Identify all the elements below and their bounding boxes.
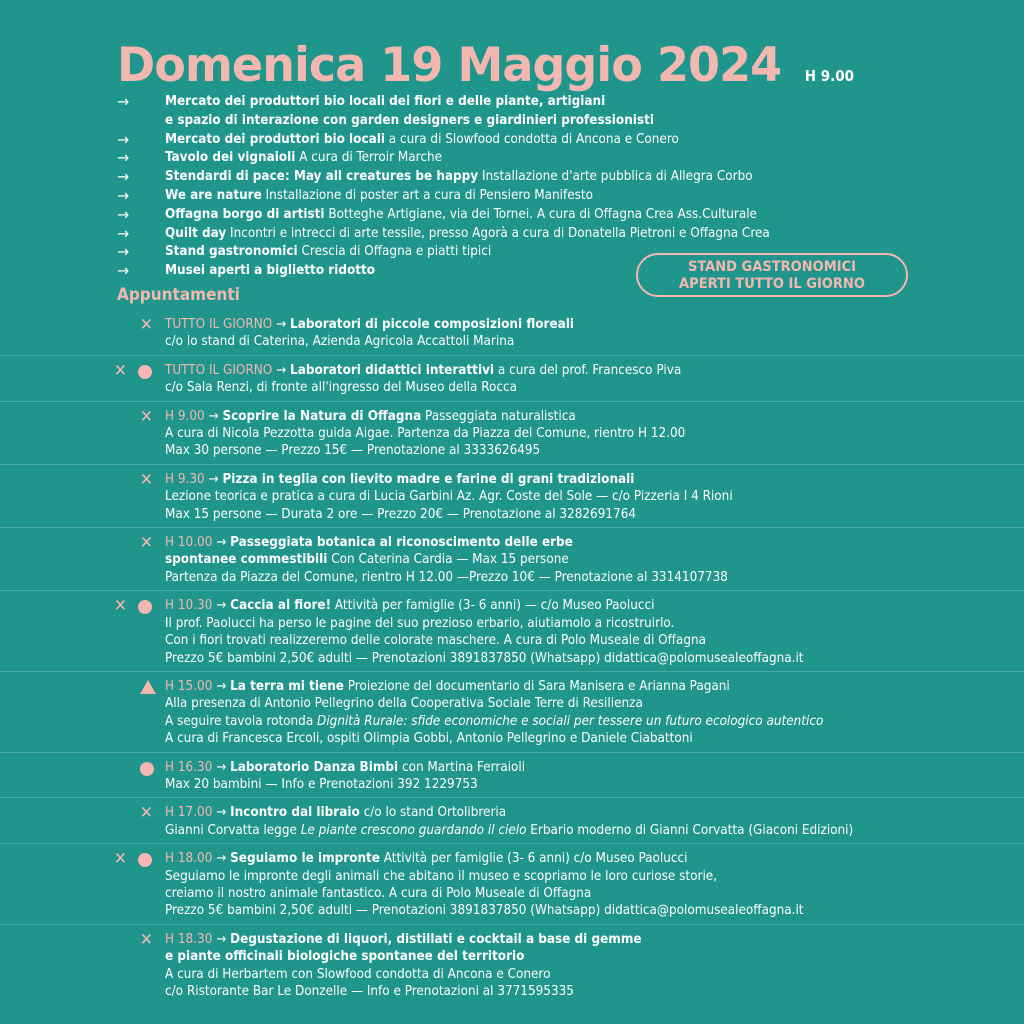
event-detail-text: Prezzo 5€ bambini 2,50€ adulti — Prenotazioni 3891837850 (Whatsapp) didattica@polomusealeoffagna.it (165, 903, 804, 919)
section-heading: Appuntamenti (117, 285, 240, 305)
intro-item-title: We are nature (165, 187, 262, 203)
event-detail (165, 632, 1024, 649)
event-detail-text: creiamo il nostro animale fantastico. A cura di Polo Museale di Offagna (165, 885, 592, 901)
event-detail-text: Con i fiori trovati realizzeremo delle colorate maschere. A cura di Polo Museale di Offagna (165, 633, 706, 649)
event-time: H 17.00 (165, 805, 213, 821)
event-heading (165, 597, 1024, 614)
circle-icon (138, 600, 152, 614)
event-item (0, 759, 1024, 799)
event-title: Scoprire la Natura di Offagna (222, 408, 422, 424)
event-item (0, 597, 1024, 672)
cross-icon: ✕ (140, 315, 153, 335)
intro-item-text (165, 206, 917, 225)
event-title: La terra mi tiene (230, 678, 344, 694)
event-time: H 18.30 (165, 931, 213, 947)
event-markers (114, 534, 160, 552)
event-time: H 18.00 (165, 851, 213, 867)
arrow-right-icon: → (117, 92, 130, 111)
arrow-right-icon: → (212, 759, 231, 775)
intro-item-text (165, 168, 917, 187)
title-row (117, 38, 854, 93)
event-detail (165, 902, 1024, 919)
event-time: H 9.00 (165, 408, 205, 424)
event-detail (165, 983, 1024, 1000)
arrow-right-icon: → (204, 408, 223, 424)
intro-item (117, 168, 917, 187)
event-detail (165, 506, 1024, 523)
event-detail (165, 776, 1024, 793)
arrow-right-icon: → (272, 362, 291, 378)
arrow-right-icon: → (204, 471, 223, 487)
event-markers (114, 850, 160, 868)
cross-icon: ✕ (114, 360, 127, 381)
event-detail-text: A cura di Nicola Pezzotta guida Aigae. Partenza da Piazza del Comune, rientro H 12.00 (165, 426, 686, 442)
intro-item-text (165, 149, 917, 168)
event-markers (114, 804, 160, 822)
cross-icon: ✕ (140, 533, 153, 554)
events-list (0, 316, 1024, 1010)
arrow-right-icon: → (117, 261, 130, 281)
event-title: Caccia al fiore! (230, 598, 332, 614)
cross-icon: ✕ (140, 803, 153, 824)
event-title-cont: spontanee commestibili (165, 552, 328, 568)
event-markers (114, 362, 160, 380)
arrow-right-icon: → (212, 535, 231, 551)
intro-item-title: Stand gastronomici (165, 244, 298, 260)
event-time: H 16.30 (165, 759, 213, 775)
event-detail-italic: Le piante crescono guardando il cielo (300, 822, 527, 838)
event-detail (165, 488, 1024, 505)
event-subtitle: a cura del prof. Francesco Piva (494, 362, 682, 378)
event-subtitle: Proiezione del documentario di Sara Manisera e Arianna Pagani (343, 678, 730, 694)
event-item (0, 534, 1024, 591)
event-heading (165, 850, 1024, 867)
event-detail-text: Max 20 bambini — Info e Prenotazioni 392 1229753 (165, 776, 478, 792)
event-item (0, 316, 1024, 356)
start-time: H 9.00 (804, 67, 855, 85)
intro-item-detail: Botteghe Artigiane, via dei Tornei. A cura di Offagna Crea Ass.Culturale (324, 206, 757, 222)
event-markers (114, 759, 160, 777)
event-markers (114, 471, 160, 489)
event-time: H 10.30 (165, 598, 213, 614)
event-item (0, 850, 1024, 925)
event-detail-text: Il prof. Paolucci ha perso le pagine del suo prezioso erbario, aiutiamolo a ricostruirlo. (165, 615, 675, 631)
intro-item-detail: Installazione di poster art a cura di Pensiero Manifesto (261, 187, 594, 203)
arrow-right-icon: → (272, 317, 291, 332)
event-title: Pizza in teglia con lievito madre e farine di grani tradizionali (222, 471, 635, 487)
intro-item-detail: Incontri e intrecci di arte tessile, presso Agorà a cura di Donatella Pietroni e Offagna Crea (226, 225, 770, 241)
event-detail (165, 730, 1024, 747)
event-time: H 10.00 (165, 535, 213, 551)
event-detail-text: Gianni Corvatta legge (165, 822, 301, 838)
event-detail (165, 442, 1024, 459)
arrow-right-icon: → (117, 148, 130, 168)
event-item (0, 931, 1024, 1005)
event-subtitle: Attività per famiglie (3- 6 anni) — c/o Museo Paolucci (331, 598, 655, 614)
intro-item-text (165, 187, 917, 206)
event-heading (165, 471, 1024, 488)
event-heading-cont (165, 551, 1024, 568)
cross-icon: ✕ (114, 596, 127, 617)
stand-badge-line2: APERTI TUTTO IL GIORNO (679, 276, 865, 292)
intro-item-text (165, 93, 917, 112)
event-heading (165, 534, 1024, 551)
event-title: Laboratori didattici interattivi (290, 362, 495, 378)
event-detail (165, 695, 1024, 712)
intro-item-text (165, 225, 917, 244)
intro-item-title: Quilt day (165, 225, 227, 241)
event-detail (165, 822, 1024, 839)
event-title: Passeggiata botanica al riconoscimento delle erbe (230, 535, 573, 551)
event-markers (114, 931, 160, 949)
event-detail-text: A cura di Francesca Ercoli, ospiti Olimpia Gobbi, Antonio Pellegrino e Daniele Ciabattoni (165, 731, 693, 747)
arrow-right-icon: → (117, 204, 130, 224)
arrow-right-icon: → (117, 242, 130, 262)
intro-item (117, 149, 917, 168)
circle-icon (138, 365, 152, 379)
event-subtitle: Attività per famiglie (3- 6 anni) c/o Museo Paolucci (379, 851, 688, 867)
event-subtitle: c/o lo stand Ortolibreria (359, 805, 507, 821)
cross-icon: ✕ (140, 469, 153, 490)
arrow-right-icon: → (212, 678, 231, 694)
event-detail (165, 885, 1024, 902)
stand-badge (636, 253, 908, 297)
event-subtitle: Con Caterina Cardia — Max 15 persone (327, 552, 569, 568)
event-detail-text: Max 15 persone — Durata 2 ore — Prezzo 20€ — Prenotazione al 3282691764 (165, 506, 637, 522)
intro-item (117, 225, 917, 244)
event-detail (165, 333, 1024, 350)
intro-item-text (165, 112, 917, 131)
intro-item (117, 93, 917, 112)
intro-item-title: e spazio di interazione con garden designers e giardinieri professionisti (165, 112, 654, 128)
intro-item-title: Mercato dei produttori bio locali dei fiori e delle piante, artigiani (165, 94, 606, 109)
event-title-cont: e piante officinali biologiche spontanee del territorio (165, 949, 525, 965)
event-title: Incontro dal libraio (230, 805, 360, 821)
event-detail (165, 615, 1024, 632)
event-heading (165, 408, 1024, 425)
intro-item (117, 131, 917, 150)
intro-item-title: Offagna borgo di artisti (165, 206, 325, 222)
event-detail (165, 569, 1024, 586)
event-heading (165, 678, 1024, 695)
stand-badge-line1: STAND GASTRONOMICI (687, 259, 857, 275)
intro-item-detail: Installazione d'arte pubblica di Allegra Corbo (478, 169, 753, 185)
event-detail-text: c/o Ristorante Bar Le Donzelle — Info e Prenotazioni al 3771595335 (165, 984, 574, 999)
event-detail-text: A seguire tavola rotonda (165, 713, 318, 729)
intro-item (117, 206, 917, 225)
event-item (0, 678, 1024, 753)
event-detail-text: Erbario moderno di Gianni Corvatta (Giaconi Edizioni) (526, 822, 854, 838)
event-detail-text: A cura di Herbartem con Slowfood condotta di Ancona e Conero (165, 966, 551, 982)
event-time: H 15.00 (165, 678, 213, 694)
intro-item-title: Tavolo dei vignaioli (165, 150, 296, 166)
intro-item-title: Stendardi di pace: May all creatures be happy (165, 169, 479, 185)
event-item (0, 408, 1024, 465)
event-markers (114, 408, 160, 426)
event-heading (165, 931, 1024, 948)
intro-item-title: Mercato dei produttori bio locali (165, 131, 385, 147)
event-time: TUTTO IL GIORNO (165, 317, 273, 332)
event-subtitle: con Martina Ferraioli (398, 759, 526, 775)
event-markers (114, 316, 160, 334)
cross-icon: ✕ (140, 406, 153, 427)
event-detail-text: c/o Sala Renzi, di fronte all'ingresso del Museo della Rocca (165, 380, 518, 396)
event-item (0, 362, 1024, 402)
event-detail-text: Alla presenza di Antonio Pellegrino della Cooperativa Sociale Terre di Resilienza (165, 696, 643, 712)
intro-item-title: Musei aperti a biglietto ridotto (165, 263, 376, 279)
arrow-right-icon: → (117, 129, 130, 149)
event-detail-text: Seguiamo le impronte degli animali che abitano il museo e scopriamo le loro curiose storie, (165, 868, 718, 884)
intro-item (117, 187, 917, 206)
event-detail (165, 868, 1024, 885)
event-heading (165, 759, 1024, 776)
event-heading (165, 316, 1024, 333)
circle-icon (138, 853, 152, 867)
event-heading (165, 804, 1024, 821)
event-detail-text: Lezione teorica e pratica a cura di Lucia Garbini Az. Agr. Coste del Sole — c/o Pizzeria I 4 Rioni (165, 489, 733, 505)
event-item (0, 471, 1024, 528)
event-detail-text: Prezzo 5€ bambini 2,50€ adulti — Prenotazioni 3891837850 (Whatsapp) didattica@polomusealeoffagna.it (165, 650, 804, 666)
arrow-right-icon: → (212, 805, 231, 821)
event-detail (165, 966, 1024, 983)
event-detail-text: Partenza da Piazza del Comune, rientro H 12.00 —Prezzo 10€ — Prenotazione al 3314107738 (165, 569, 728, 585)
arrow-right-icon: → (212, 598, 231, 614)
intro-item (117, 112, 917, 131)
event-time: TUTTO IL GIORNO (165, 362, 273, 378)
event-heading (165, 362, 1024, 379)
arrow-right-icon: → (212, 851, 231, 867)
event-item (0, 804, 1024, 844)
event-detail-text: c/o lo stand di Caterina, Azienda Agricola Accattoli Marina (165, 334, 515, 350)
event-detail (165, 713, 1024, 730)
intro-item-detail: a cura di Slowfood condotta di Ancona e Conero (384, 131, 679, 147)
event-title: Degustazione di liquori, distillati e cocktail a base di gemme (230, 931, 642, 947)
event-detail (165, 425, 1024, 442)
event-markers (114, 678, 160, 696)
cross-icon: ✕ (140, 929, 153, 950)
arrow-spacer (117, 112, 165, 131)
page-title: Domenica 19 Maggio 2024 (117, 38, 782, 93)
event-title: Laboratorio Danza Bimbi (230, 759, 399, 775)
event-markers (114, 597, 160, 615)
event-heading-cont (165, 948, 1024, 965)
event-detail (165, 650, 1024, 667)
arrow-right-icon: → (117, 223, 130, 243)
event-detail-text: Max 30 persone — Prezzo 15€ — Prenotazione al 3333626495 (165, 443, 541, 459)
arrow-right-icon: → (117, 167, 130, 187)
triangle-icon (140, 680, 156, 694)
intro-item-detail: Crescia di Offagna e piatti tipici (297, 244, 492, 260)
arrow-right-icon: → (212, 931, 231, 947)
intro-item-text (165, 131, 917, 150)
event-detail (165, 379, 1024, 396)
event-title: Seguiamo le impronte (230, 851, 380, 867)
event-title: Laboratori di piccole composizioni floreali (290, 317, 575, 332)
circle-icon (140, 762, 154, 776)
intro-item-detail: A cura di Terroir Marche (295, 150, 443, 166)
event-subtitle: Passeggiata naturalistica (421, 408, 576, 424)
cross-icon: ✕ (114, 849, 127, 870)
event-detail-italic: Dignità Rurale: sfide economiche e sociali per tessere un futuro ecologico autentico (317, 713, 824, 729)
event-time: H 9.30 (165, 471, 205, 487)
arrow-right-icon: → (117, 185, 130, 205)
